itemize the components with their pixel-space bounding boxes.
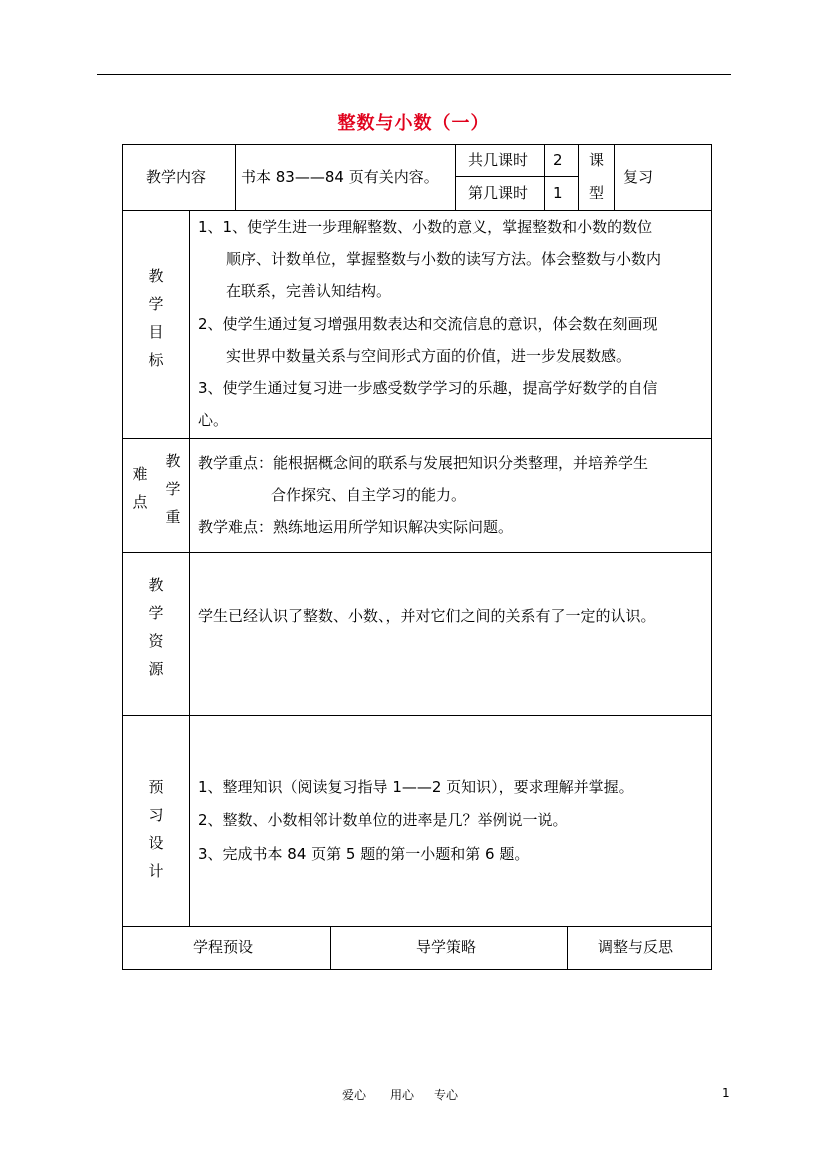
label-col-divider [189, 210, 190, 926]
resources-label-char: 源 [148, 660, 164, 678]
goals-line: 2、使学生通过复习增强用数表达和交流信息的意识，体会数在刻画现 [198, 315, 658, 333]
focus-label-char: 难 [132, 465, 148, 483]
goals-line: 3、使学生通过复习进一步感受数学学习的乐趣，提高学好数学的自信 [198, 379, 658, 397]
col-divider [235, 144, 236, 210]
lesson-type-value: 复习 [623, 168, 654, 186]
row-divider [122, 438, 712, 439]
preview-label-char: 计 [148, 862, 164, 880]
resources-label-char: 学 [148, 604, 164, 622]
key-point-line: 合作探究、自主学习的能力。 [271, 486, 467, 504]
focus-label-char: 点 [132, 493, 148, 511]
preview-item: 2、整数、小数相邻计数单位的进率是几？举例说一说。 [198, 811, 568, 829]
col-adjustment-reflection: 调整与反思 [598, 938, 674, 956]
preview-label-char: 习 [148, 806, 164, 824]
preview-label-char: 设 [148, 834, 164, 852]
goals-line: 1、1、使学生进一步理解整数、小数的意义，掌握整数和小数的数位 [198, 218, 653, 236]
goals-label-char: 标 [148, 351, 164, 369]
col-divider [455, 144, 456, 210]
lesson-type-label-top: 课 [589, 151, 605, 169]
goals-label-char: 学 [148, 295, 164, 313]
row-divider [122, 926, 712, 927]
resources-label-char: 教 [148, 576, 164, 594]
footer-motto: 用心 [390, 1088, 415, 1102]
focus-label-char: 教 [165, 452, 181, 470]
col-divider [567, 926, 568, 970]
goals-line: 顺序、计数单位，掌握整数与小数的读写方法。体会整数与小数内 [226, 250, 662, 268]
col-guidance-strategy: 导学策略 [416, 938, 477, 956]
content-value: 书本 83——84 页有关内容。 [241, 168, 439, 186]
current-period-value: 1 [553, 184, 563, 202]
focus-label-char: 重 [165, 508, 181, 526]
header-rule [97, 74, 731, 75]
total-periods-label: 共几课时 [468, 151, 529, 169]
lesson-type-label-bottom: 型 [589, 184, 605, 202]
preview-item: 3、完成书本 84 页第 5 题的第一小题和第 6 题。 [198, 845, 530, 863]
col-learning-process: 学程预设 [193, 938, 254, 956]
goals-line: 在联系，完善认知结构。 [226, 282, 392, 300]
resources-label-char: 资 [148, 632, 164, 650]
footer-motto: 专心 [434, 1088, 459, 1102]
col-divider [614, 144, 615, 210]
row-divider [455, 176, 578, 177]
content-label: 教学内容 [146, 168, 207, 186]
document-title: 整数与小数（一） [337, 113, 490, 134]
difficulty-line: 教学难点：熟练地运用所学知识解决实际问题。 [198, 518, 514, 536]
col-divider [578, 144, 579, 210]
total-periods-value: 2 [553, 151, 563, 169]
goals-label-char: 教 [148, 267, 164, 285]
footer-motto: 爱心 [342, 1088, 367, 1102]
row-divider [122, 715, 712, 716]
goals-line: 心。 [198, 411, 229, 429]
goals-label-char: 目 [148, 323, 164, 341]
preview-label-char: 预 [148, 778, 164, 796]
current-period-label: 第几课时 [468, 184, 529, 202]
key-point-line: 教学重点：能根据概念间的联系与发展把知识分类整理，并培养学生 [198, 454, 649, 472]
focus-label-char: 学 [165, 480, 181, 498]
resources-text: 学生已经认识了整数、小数、，并对它们之间的关系有了一定的认识。 [198, 607, 656, 625]
preview-item: 1、整理知识（阅读复习指导 1——2 页知识），要求理解并掌握。 [198, 778, 634, 796]
goals-line: 实世界中数量关系与空间形式方面的价值，进一步发展数感。 [226, 347, 632, 365]
row-divider [122, 552, 712, 553]
col-divider [544, 144, 545, 210]
page-number: 1 [722, 1086, 730, 1100]
col-divider [330, 926, 331, 970]
